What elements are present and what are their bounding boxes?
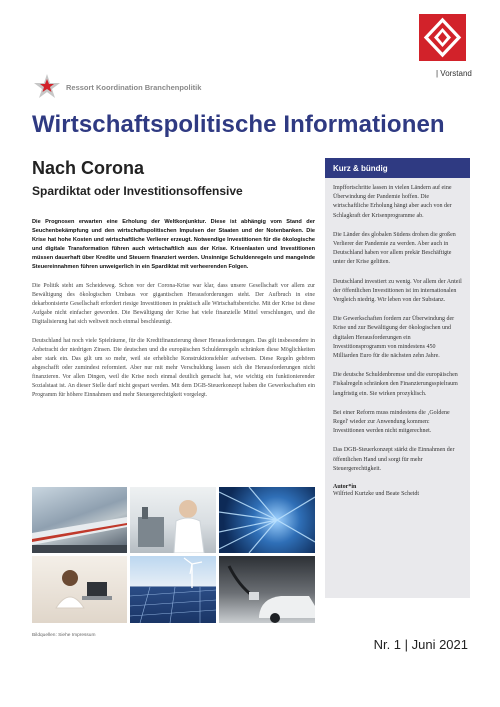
ig-metall-logo <box>419 14 466 61</box>
photo-electric-car <box>219 556 315 623</box>
sidebar-item: Das DGB-Steuerkonzept stärkt die Einnahmen der öffentlichen Hand und sorgt für mehr Steuergerechtigkeit. <box>333 447 455 472</box>
sidebar-heading: Kurz & bündig <box>325 158 470 178</box>
article-subheading: Spardiktat oder Investitionsoffensive <box>32 184 243 198</box>
photo-collage <box>32 487 315 623</box>
ressort-label: Ressort Koordination Branchenpolitik <box>66 83 202 92</box>
photo-laboratory <box>130 487 216 553</box>
article-lead: Die Prognosen erwarten eine Erholung der Weltkonjunktur. Diese ist abhängig vom Stand der Seuchenbekämpfung und den wirtschaftspolitischen Impulsen der Staaten und der Notenbanken. Die Krise hat hohe Kosten und wirtschaftliche Verlierer erzeugt. Notwendige Investitionen für die ökologische und digitale Transformation führen auch wirtschaftlich aus der Krise. Krisenlasten und Investitionen müssen dauerhaft über Kredite und Steuern finanziert werden. Unsinnige Schuldenregeln und mangelnde Steuereinnahmen führen unweigerlich in ein Spardiktat mit verheerenden Folgen. <box>32 219 315 270</box>
sidebar-item: Bei einer Reform muss mindestens die ‚Goldene Regel' wieder zur Anwendung kommen: Investitionen werden nicht mitgerechnet. <box>333 409 450 435</box>
sidebar-item: Die Länder des globalen Südens drohen die großen Verlierer der Pandemie zu werden. Aber auch in Deutschland haben vor allem prekär Beschäftigte unter der Krise gelitten. <box>333 231 456 266</box>
article-paragraph: Deutschland hat noch viele Spielräume, für die Kreditfinanzierung dieser Herausforderungen. Das gilt insbesondere in Anbetracht der niedrigen Zinsen. Die deutschen und die europäischen Schuldenregeln schränken diese Möglichkeiten aber stark ein. Das gilt um so mehr, weil sie erhebliche Konstruktionsfehler aufweisen. Diese Regeln gehören abgeschafft oder zumindest reformiert. Aber nur mit mehr Verschuldung lassen sich die Herausforderungen nicht finanzieren. Vor allen Dingen, weil die Krise noch einmal deutlich gemacht hat, wie wichtig ein funktionierender Sozialstaat ist. An dieser Stelle darf nicht gespart werden. Mit dem DGB-Steuerkonzept haben die Gewerkschaften ein Programm für höhere Einnahmen und mehr Steuergerechtigkeit vorgelegt. <box>32 338 315 398</box>
issue-number: Nr. 1 | Juni 2021 <box>373 637 468 652</box>
article-heading: Nach Corona <box>32 158 145 178</box>
summary-sidebar <box>325 158 470 598</box>
article-paragraph: Die Politik steht am Scheideweg. Schon vor der Corona-Krise war klar, dass unsere Gesellschaft vor allem zur Bewältigung des ökologischen Umbaus vor gigantischen Herausforderungen steht. Der Aufbruch in eine dekarbonisierte Gesellschaft erfordert riesige Investitionen in praktisch alle Wirtschaftsbereiche. Mit der Krise ist diese Aufgabe nicht einfacher geworden. Die Bewältigung der Krise hat viele finanzielle Mittel verschlungen, und die Digitalisierung hat sich weltweit noch einmal beschleunigt. <box>32 283 315 325</box>
ig-metall-emblem-icon <box>419 14 466 61</box>
photo-credit: Bildquellen: Siehe Impressum <box>32 633 96 638</box>
photo-data-cables <box>219 487 315 553</box>
publication-title: Wirtschaftspolitische Informationen <box>32 111 445 138</box>
sidebar-item: Die Gewerkschaften fordern zur Überwindung der Krise und zur Bewältigung der ökologischen und digitalen Herausforderungen ein Investitionsprogramm von mindestens 450 Milliarden Euro für die nächsten zehn Jahre. <box>333 316 455 360</box>
photo-person-working <box>32 556 127 623</box>
sidebar-item: Die deutsche Schuldenbremse und die europäischen Fiskalregeln schränken den Finanzierungsspielraum langfristig ein. Sie wirken prozyklisch. <box>333 372 458 397</box>
sidebar-item: Impffortschritte lassen in vielen Ländern auf eine Überwindung der Pandemie hoffen. Die wirtschaftliche Erholung hängt aber auch von der Schlagkraft der Krisenprogramme ab. <box>333 185 452 219</box>
photo-train <box>32 487 127 553</box>
authors: Wilfried Kurtzke und Beate Scheidt <box>333 491 420 498</box>
sidebar-item: Deutschland investiert zu wenig. Vor allem der Anteil der öffentlichen Investitionen ist im internationalen Vergleich niedrig. Wir leben von der Substanz. <box>333 278 462 304</box>
article <box>32 158 315 400</box>
ressort-star-icon <box>32 73 62 99</box>
org-unit-label: | Vorstand <box>436 69 472 78</box>
authors-label: Autor*in <box>333 484 357 491</box>
photo-solar-wind <box>130 556 216 623</box>
